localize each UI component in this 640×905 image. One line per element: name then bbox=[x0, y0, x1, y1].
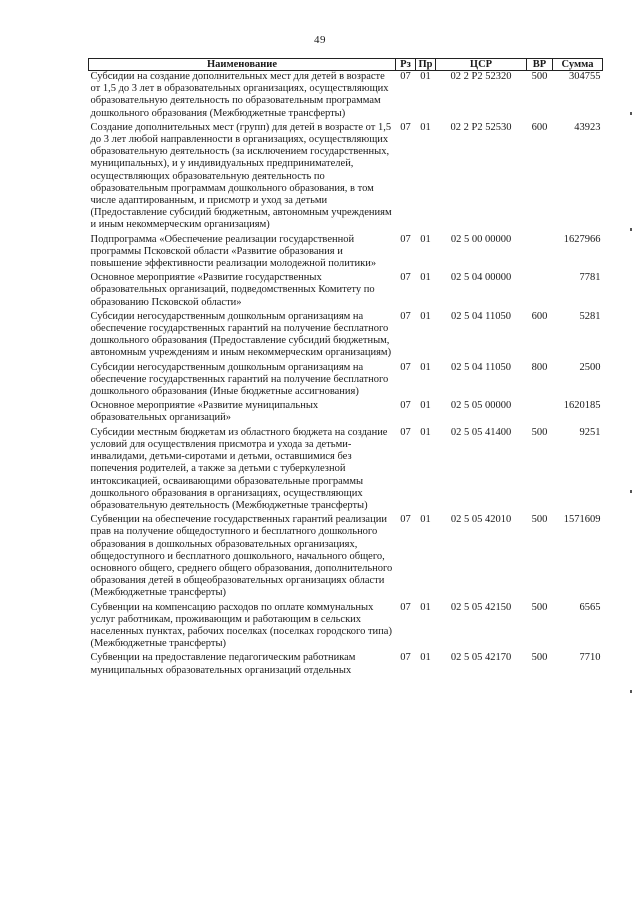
cell-sum: 9251 bbox=[579, 426, 601, 438]
cell-pr: 01 bbox=[420, 514, 431, 526]
cell-pr: 01 bbox=[420, 71, 431, 82]
cell-csr: 02 5 04 11050 bbox=[451, 310, 511, 322]
cell-sum: 304755 bbox=[569, 71, 601, 82]
cell-rz: 07 bbox=[400, 233, 411, 245]
cell-pr: 01 bbox=[420, 601, 431, 613]
cell-rz: 07 bbox=[400, 514, 411, 526]
cell-rz: 07 bbox=[400, 652, 411, 664]
table-row bbox=[89, 122, 603, 234]
cell-vr: 500 bbox=[531, 426, 548, 438]
cell-rz: 07 bbox=[400, 426, 411, 438]
cell-csr: 02 5 04 00000 bbox=[450, 272, 512, 284]
scan-mark bbox=[630, 228, 632, 231]
cell-rz: 07 bbox=[400, 121, 411, 133]
cell-vr: 600 bbox=[531, 121, 548, 133]
cell-rz: 07 bbox=[400, 400, 411, 412]
table-header-row bbox=[89, 59, 603, 71]
cell-name: Субсидии на создание дополнительных мест для детей в возрасте от 1,5 до 3 лет в образовательных организациях, осуществляющих образовательную деятельность по образовательным программам дошкольного образования (Межбюджетные трансферты) bbox=[90, 71, 389, 119]
cell-csr: 02 5 05 42150 bbox=[450, 601, 512, 613]
cell-vr: 500 bbox=[531, 71, 548, 82]
cell-rz: 07 bbox=[400, 71, 411, 82]
cell-csr: 02 5 05 41400 bbox=[450, 426, 512, 438]
table-row bbox=[89, 427, 603, 514]
cell-csr: 02 5 05 42010 bbox=[450, 514, 512, 526]
cell-csr: 02 5 04 11050 bbox=[451, 361, 511, 373]
cell-pr: 01 bbox=[420, 400, 431, 412]
cell-name: Субвенции на предоставление педагогическим работникам муниципальных образовательных организаций отдельных bbox=[90, 652, 356, 676]
cell-pr: 01 bbox=[420, 361, 431, 373]
cell-sum: 2500 bbox=[579, 361, 601, 373]
column-header-name: Наименование bbox=[89, 59, 396, 71]
cell-name: Создание дополнительных мест (групп) для детей в возрасте от 1,5 до 3 лет любой направленности в организациях, осуществляющих образовательную деятельность (за исключением государственных, муниципальных), и у индивидуальных предпринимателей, осуществляющих образовательную деятельность по образовательным программам дошкольного образования, в том числе адаптированным, и присмотр и уход за детьми (Предоставление субсидий бюджетным, автономным учреждениям и иным некоммерческим организациям) bbox=[90, 121, 392, 231]
cell-sum: 7781 bbox=[579, 272, 601, 284]
cell-pr: 01 bbox=[420, 272, 431, 284]
table-row bbox=[89, 514, 603, 601]
cell-sum: 1627966 bbox=[563, 233, 601, 245]
cell-name: Субсидии негосударственным дошкольным организациям на обеспечение государственных гарантий на получение бесплатного дошкольного образования (Предоставление субсидий бюджетным, автономным учреждениям и иным некоммерческим организациям) bbox=[90, 310, 392, 359]
table-row bbox=[89, 234, 603, 273]
cell-csr: 02 5 05 42170 bbox=[450, 652, 512, 664]
cell-csr: 02 2 Р2 52530 bbox=[450, 121, 512, 133]
page-number: 49 bbox=[314, 34, 326, 46]
cell-sum: 1620185 bbox=[563, 400, 601, 412]
budget-table bbox=[88, 58, 603, 679]
cell-sum: 1571609 bbox=[563, 514, 601, 526]
cell-name: Основное мероприятие «Развитие государственных образовательных организаций, подведомственных Комитету по образованию Псковской области» bbox=[90, 272, 375, 308]
cell-pr: 01 bbox=[420, 310, 431, 322]
table-body bbox=[89, 71, 603, 679]
cell-name: Субвенции на компенсацию расходов по оплате коммунальных услуг работникам, проживающим и работающим в сельских населенных пунктах, рабочих поселках (поселках городского типа) (Межбюджетные трансферты) bbox=[90, 601, 392, 650]
cell-vr bbox=[527, 234, 553, 273]
cell-rz: 07 bbox=[400, 310, 411, 322]
table-row bbox=[89, 362, 603, 401]
cell-rz: 07 bbox=[400, 601, 411, 613]
cell-name: Субсидии негосударственным дошкольным организациям на обеспечение государственных гарантий на получение бесплатного дошкольного образования (Иные бюджетные ассигнования) bbox=[90, 361, 389, 398]
cell-sum: 5281 bbox=[579, 310, 601, 322]
cell-pr: 01 bbox=[420, 426, 431, 438]
cell-name: Основное мероприятие «Развитие муниципальных образовательных организаций» bbox=[90, 400, 319, 424]
table-row bbox=[89, 400, 603, 426]
cell-pr: 01 bbox=[420, 233, 431, 245]
cell-csr: 02 2 Р2 52320 bbox=[450, 71, 512, 82]
cell-name: Подпрограмма «Обеспечение реализации государственной программы Псковской области «Развитие образования и повышение эффективности реализации молодежной политики» bbox=[90, 233, 377, 270]
cell-vr bbox=[527, 400, 553, 426]
cell-vr: 500 bbox=[531, 601, 548, 613]
column-header-pr: Пр bbox=[416, 59, 436, 71]
column-header-csr: ЦСР bbox=[436, 59, 527, 71]
cell-vr bbox=[527, 272, 553, 311]
cell-csr: 02 5 05 00000 bbox=[450, 400, 512, 412]
column-header-sum: Сумма bbox=[553, 59, 603, 71]
cell-vr: 800 bbox=[531, 361, 548, 373]
table-row bbox=[89, 272, 603, 311]
table-row bbox=[89, 311, 603, 362]
cell-name: Субвенции на обеспечение государственных гарантий реализации прав на получение общедоступного и бесплатного дошкольного образования в дошкольных образовательных организациях, общедоступного и бесплатного дошкольного, начального общего, основного общего, среднего общего образования, дополнительного образования детей в общеобразовательных организациях области (Межбюджетные трансферты) bbox=[90, 514, 393, 599]
cell-vr: 500 bbox=[531, 514, 548, 526]
cell-rz: 07 bbox=[400, 361, 411, 373]
cell-name: Субсидии местным бюджетам из областного бюджета на создание условий для осуществления присмотра и ухода за детьми-инвалидами, детьми-сиротами и детьми, оставшимися без попечения родителей, а также за детьми с туберкулезной интоксикацией, осваивающими образовательные программы дошкольного образования в организациях, осуществляющих образовательную деятельность (Межбюджетные трансферты) bbox=[90, 426, 388, 511]
cell-rz: 07 bbox=[400, 272, 411, 284]
cell-pr: 01 bbox=[420, 121, 431, 133]
cell-pr: 01 bbox=[420, 652, 431, 664]
table-row bbox=[89, 71, 603, 122]
table-row bbox=[89, 602, 603, 653]
cell-csr: 02 5 00 00000 bbox=[450, 233, 512, 245]
cell-sum: 6565 bbox=[579, 601, 601, 613]
scan-mark bbox=[630, 112, 632, 115]
scan-mark bbox=[630, 490, 632, 493]
scan-mark bbox=[630, 690, 632, 693]
table-row bbox=[89, 652, 603, 678]
cell-vr: 500 bbox=[531, 652, 548, 664]
column-header-vr: ВР bbox=[527, 59, 553, 71]
column-header-rz: Рз bbox=[396, 59, 416, 71]
cell-vr: 600 bbox=[531, 310, 548, 322]
cell-sum: 7710 bbox=[579, 652, 601, 664]
cell-sum: 43923 bbox=[574, 121, 601, 133]
